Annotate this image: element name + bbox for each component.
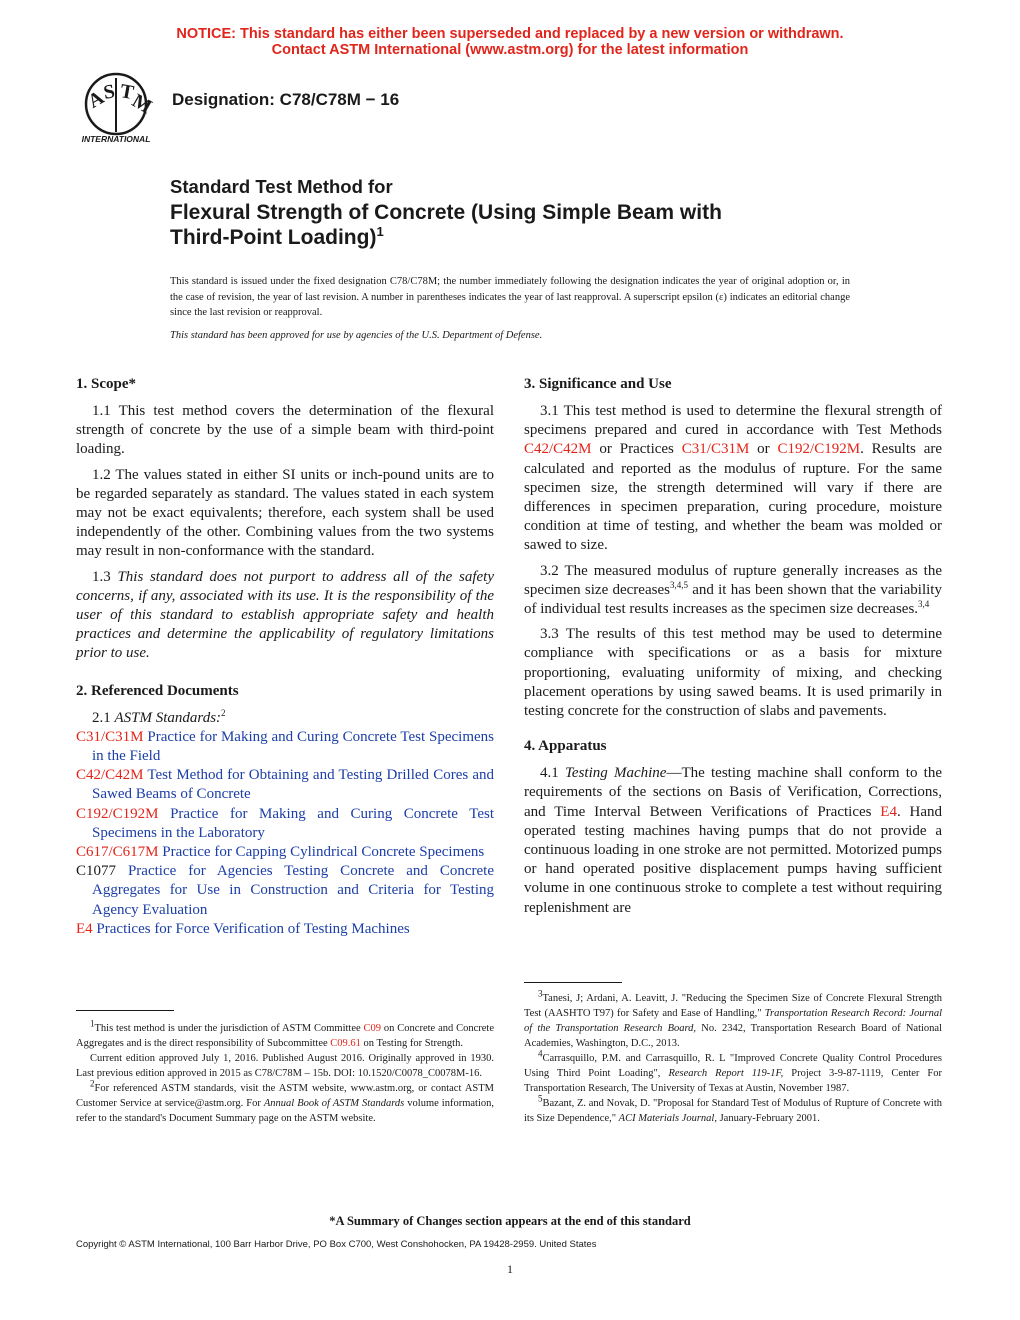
- notice-line-2: Contact ASTM International (www.astm.org) for the latest information: [271, 42, 749, 58]
- title-line-1: Standard Test Method for: [170, 176, 393, 197]
- reference-list: [76, 728, 494, 939]
- approved-note: This standard has been approved for use by agencies of the U.S. Department of Defense.: [170, 330, 543, 341]
- title-line-3: Third-Point Loading)$^1$: [170, 224, 384, 249]
- significance-p1: 3.1 This test method is used to determine the flexural strength of specimens prepared and cured in accordance with Test Methods C42/C42M or Practices C31/C31M or C192/C192M. Results are calculated and reported as the modulus of rupture. For the same specimen size, the strength determined will vary if there are differences in specimen preparation, curing procedure, moisture condition at time of testing, and whether the beam was molded or sawed to size.: [524, 403, 943, 554]
- reference-code-link[interactable]: C42/C42M: [76, 767, 144, 784]
- summary-of-changes-note: *A Summary of Changes section appears at the end of this standard: [329, 1214, 691, 1228]
- footnote-2: $^2$For referenced ASTM standards, visit the ASTM website, www.astm.org, or contact ASTM Customer Service at service@astm.org. For Annual Book of ASTM Standards volume information, refer to the standard's Document Summary page on the ASTM website.: [76, 1078, 494, 1124]
- reference-item: [76, 728, 494, 766]
- link-e4[interactable]: E4: [880, 803, 897, 820]
- svg-text:T: T: [118, 80, 136, 105]
- reference-title-link[interactable]: Practice for Making and Curing Concrete Test Specimens in the Laboratory: [92, 805, 494, 841]
- scope-p1: 1.1 This test method covers the determination of the flexural strength of concrete by the use of a simple beam with third-point loading.: [76, 403, 494, 458]
- referenced-heading: 2. Referenced Documents: [76, 682, 239, 699]
- reference-title-link[interactable]: Practice for Making and Curing Concrete Test Specimens in the Field: [92, 728, 495, 765]
- svg-text:INTERNATIONAL: INTERNATIONAL: [81, 134, 151, 144]
- footnote-1-edition: Current edition approved July 1, 2016. Published August 2016. Originally approved in 1930. Last previous edition approved in 2015 as C78/C78M – 15b. DOI: 10.1520/C0078_C0078M-16.: [76, 1053, 494, 1079]
- reference-code-link[interactable]: E4: [76, 920, 93, 937]
- reference-code-link[interactable]: C31/C31M: [76, 728, 144, 745]
- reference-title-link[interactable]: Practices for Force Verification of Testing Machines: [96, 920, 410, 937]
- title-footnote-mark: 1: [376, 224, 384, 239]
- significance-p3: 3.3 The results of this test method may be used to determine compliance with specifications or as a basis for mixture proportioning, evaluating uniformity of mixing, and checking placement operations by using sawed beams. It is used primarily in testing concrete for the construction of slabs and pavements.: [524, 626, 942, 720]
- left-column: [76, 375, 494, 939]
- footnotes-right: [524, 988, 943, 1126]
- footnote-rule-right: [524, 982, 622, 983]
- reference-item: [76, 920, 494, 939]
- scope-heading: 1. Scope*: [76, 376, 136, 392]
- link-c09[interactable]: C09: [363, 1023, 382, 1034]
- issued-note: This standard is issued under the fixed designation C78/C78M; the number immediately following the designation indicates the year of original adoption or, in the case of revision, the year of last revision. A number in parentheses indicates the year of last reapproval. A superscript epsilon (ε) indicates an editorial change since the last revision or reapproval.: [170, 276, 850, 318]
- svg-text:S: S: [101, 80, 117, 104]
- footnote-3: $^3$Tanesi, J; Ardani, A. Leavitt, J. "Reducing the Specimen Size of Concrete Flexural Strength Test (AASHTO T97) for Safety and Ease of Handling," Transportation Research Record: Journal of the Transportation Research Board, No. 2342, Transportation Research Board of National Academies, Washington, D.C., 2013.: [524, 988, 942, 1049]
- designation: Designation: C78/C78M − 16: [172, 90, 400, 109]
- reference-item: [76, 766, 494, 804]
- footnote-4: $^4$Carrasquillo, P.M. and Carrasquillo, R. L "Improved Concrete Quality Control Procedures Using Third Point Loading", Research Report 119-1F, Project 3-9-87-1119, Center For Transportation Research, The University of Texas at Austin, November 1987.: [524, 1048, 943, 1094]
- link-c42[interactable]: C42/C42M: [524, 441, 592, 458]
- right-column: [524, 375, 942, 924]
- svg-text:M: M: [128, 89, 156, 119]
- reference-title-link[interactable]: Practice for Agencies Testing Concrete and Concrete Aggregates for Use in Construction and Criteria for Testing Agency Evaluation: [92, 863, 495, 918]
- title-line-2: Flexural Strength of Concrete (Using Simple Beam with: [170, 200, 722, 224]
- scope-p3: 1.3 This standard does not purport to address all of the safety concerns, if any, associated with its use. It is the responsibility of the user of this standard to establish appropriate safety and health practices and determine the applicability of regulatory limitations prior to use.: [76, 568, 495, 662]
- footnotes-left: [76, 1018, 494, 1126]
- footnote-5: $^5$Bazant, Z. and Novak, D. "Proposal for Standard Test of Modulus of Rupture of Concrete with its Size Dependence," ACI Materials Journal, January-February 2001.: [524, 1093, 942, 1124]
- reference-code-link[interactable]: C192/C192M: [76, 805, 159, 822]
- supersede-notice: [0, 26, 1020, 58]
- link-c0961[interactable]: C09.61: [330, 1038, 361, 1049]
- document-title: [170, 174, 890, 251]
- scope-p2: 1.2 The values stated in either SI units or inch-pound units are to be regarded separately as standard. The values stated in each system may not be exact equivalents; therefore, each system shall be used independently of the other. Combining values from the two systems may result in non-conformance with the standard.: [76, 466, 494, 560]
- page-number: 1: [507, 1262, 513, 1276]
- link-c31[interactable]: C31/C31M: [681, 441, 750, 458]
- footnote-rule-left: [76, 1010, 174, 1011]
- svg-text:A: A: [84, 86, 108, 113]
- reference-item: [76, 843, 494, 862]
- notice-line-1: NOTICE: This standard has either been superseded and replaced by a new version or withdrawn.: [176, 26, 844, 42]
- astm-logo: [70, 70, 162, 150]
- footnote-1: $^1$This test method is under the jurisdiction of ASTM Committee C09 on Concrete and Concrete Aggregates and is the direct responsibility of Subcommittee C09.61 on Testing for Strength.: [76, 1018, 494, 1049]
- reference-title-link[interactable]: Practice for Capping Cylindrical Concrete Specimens: [162, 844, 485, 861]
- reference-item: [76, 805, 494, 843]
- reference-item: [76, 862, 494, 920]
- reference-code-link[interactable]: C1077: [76, 863, 117, 880]
- link-c192[interactable]: C192/C192M: [777, 441, 861, 458]
- copyright: Copyright © ASTM International, 100 Barr Harbor Drive, PO Box C700, West Conshohocken, PA 19428-2959. United States: [76, 1239, 597, 1250]
- significance-heading: 3. Significance and Use: [524, 376, 672, 392]
- astm-standards-label: 2.1 ASTM Standards:$^2$: [92, 707, 226, 726]
- reference-title-link[interactable]: Test Method for Obtaining and Testing Drilled Cores and Sawed Beams of Concrete: [92, 767, 494, 803]
- significance-p2: 3.2 The measured modulus of rupture generally increases as the specimen size decreases$^{3,4,5}$ and it has been shown that the variability of individual test results increases as the specimen size decreases.$^{3,4}$: [524, 562, 942, 618]
- reference-code-link[interactable]: C617/C617M: [76, 844, 159, 861]
- apparatus-p1: 4.1 Testing Machine—The testing machine shall conform to the requirements of the sections on Basis of Verification, Corrections, and Time Interval Between Verifications of Practices E4. Hand operated testing machines having pumps that do not provide a continuous loading in one stroke are not permitted. Motorized pumps or hand operated positive displacement pumps having sufficient volume in one continuous stroke to complete a test without requiring replenishment are: [524, 765, 943, 916]
- apparatus-heading: 4. Apparatus: [524, 738, 607, 755]
